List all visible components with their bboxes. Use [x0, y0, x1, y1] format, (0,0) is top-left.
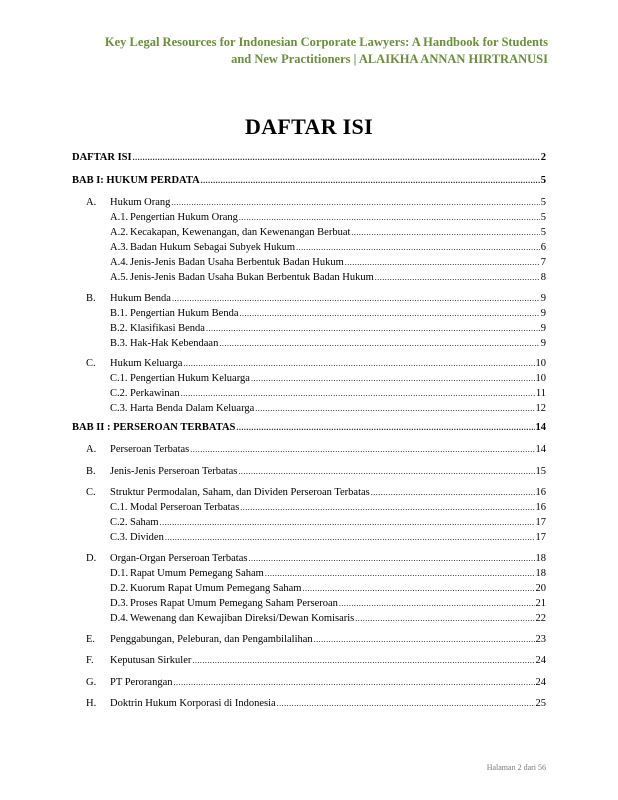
toc-leader: [314, 633, 535, 647]
toc-leader: [181, 387, 535, 401]
toc-marker: C.2.: [110, 388, 128, 399]
toc-leader: [238, 465, 534, 479]
toc-page-number: 9: [540, 293, 546, 304]
toc-leader: [174, 676, 535, 690]
toc-marker: A.3.: [110, 242, 129, 253]
toc-page-number: 22: [535, 613, 546, 624]
toc-leader: [172, 292, 540, 306]
toc-leader: [371, 486, 535, 500]
toc-label: Modal Perseroan Terbatas: [130, 502, 240, 513]
toc-label: Dividen: [130, 532, 164, 543]
toc-page-number: 5: [540, 227, 546, 238]
toc-page-number: 16: [535, 502, 546, 513]
toc-page-number: 10: [535, 358, 546, 369]
toc-label: Keputusan Sirkuler: [110, 655, 192, 666]
toc-page-number: 2: [540, 152, 546, 163]
toc-entry[interactable]: [72, 226, 546, 240]
page-title: DAFTAR ISI: [245, 114, 373, 139]
toc-entry[interactable]: [72, 612, 546, 626]
toc-leader: [133, 151, 540, 165]
running-header: [48, 34, 548, 68]
toc-entry[interactable]: [72, 516, 546, 530]
toc-entry[interactable]: [72, 531, 546, 545]
toc-label: Pengertian Hukum Orang: [130, 212, 238, 223]
toc-leader: [206, 322, 540, 336]
toc-entry[interactable]: [72, 211, 546, 225]
toc-page-number: 14: [535, 444, 546, 455]
toc-leader: [255, 402, 534, 416]
toc-leader: [345, 256, 540, 270]
toc-leader: [183, 357, 534, 371]
toc-entry[interactable]: [72, 697, 546, 711]
toc-entry[interactable]: [72, 443, 546, 457]
toc-label: Kuorum Rapat Umum Pemegang Saham: [130, 583, 302, 594]
toc-leader: [355, 612, 534, 626]
toc-label: Hukum Keluarga: [110, 358, 183, 369]
toc-entry[interactable]: [72, 567, 546, 581]
toc-marker: C.1.: [110, 502, 128, 513]
toc-marker: B.1.: [110, 308, 128, 319]
toc-leader: [160, 516, 535, 530]
toc-leader: [219, 337, 539, 351]
toc-leader: [296, 241, 540, 255]
toc-page-number: 9: [540, 338, 546, 349]
toc-entry[interactable]: [72, 292, 546, 306]
toc-leader: [251, 372, 535, 386]
toc-page-number: 18: [535, 568, 546, 579]
toc-leader: [190, 443, 534, 457]
toc-marker: A.5.: [110, 272, 129, 283]
toc-page-number: 8: [540, 272, 546, 283]
header-line-2: and New Practitioners | ALAIKHA ANNAN HIRTRANUSI: [231, 52, 548, 66]
toc-leader: [165, 531, 535, 545]
toc-page-number: 14: [535, 422, 546, 433]
toc-marker: E.: [86, 634, 96, 645]
toc-label: Hak-Hak Kebendaan: [130, 338, 219, 349]
toc-label: Hukum Orang: [110, 197, 171, 208]
toc-label: Kecakapan, Kewenangan, dan Kewenangan Berbuat: [130, 227, 351, 238]
toc-label: Klasifikasi Benda: [130, 323, 205, 334]
toc-page-number: 18: [535, 553, 546, 564]
toc-entry[interactable]: [72, 372, 546, 386]
toc-page-number: 16: [535, 487, 546, 498]
toc-page-number: 15: [535, 466, 546, 477]
toc-entry[interactable]: [72, 307, 546, 321]
toc-page-number: 10: [535, 373, 546, 384]
toc-leader: [351, 226, 539, 240]
toc-marker: D.: [86, 553, 97, 564]
toc-entry[interactable]: [72, 271, 546, 285]
toc-marker: D.2.: [110, 583, 129, 594]
toc-marker: H.: [86, 698, 97, 709]
toc-label: Pengertian Hukum Benda: [130, 308, 239, 319]
toc-leader: [239, 307, 539, 321]
toc-page-number: 5: [540, 175, 546, 186]
toc-leader: [171, 196, 539, 210]
toc-entry[interactable]: [72, 633, 546, 647]
toc-page-number: 21: [535, 598, 546, 609]
toc-entry[interactable]: [72, 387, 546, 401]
toc-page-number: 24: [535, 655, 546, 666]
toc-entry[interactable]: [72, 552, 546, 566]
toc-entry[interactable]: [72, 241, 546, 255]
toc-marker: B.: [86, 466, 96, 477]
toc-label: Hukum Benda: [110, 293, 171, 304]
toc-entry[interactable]: [72, 486, 546, 500]
toc-entry[interactable]: [72, 402, 546, 416]
toc-entry[interactable]: [72, 465, 546, 479]
toc-label: Badan Hukum Sebagai Subyek Hukum: [130, 242, 296, 253]
toc-leader: [248, 552, 534, 566]
toc-marker: C.3.: [110, 532, 128, 543]
toc-marker: B.3.: [110, 338, 128, 349]
toc-entry[interactable]: [72, 501, 546, 515]
toc-label: DAFTAR ISI: [72, 152, 132, 163]
toc-label: Jenis-Jenis Badan Usaha Berbentuk Badan Hukum: [130, 257, 344, 268]
toc-leader: [265, 567, 535, 581]
toc-label: Doktrin Hukum Korporasi di Indonesia: [110, 698, 276, 709]
toc-entry[interactable]: [72, 151, 546, 165]
toc-page-number: 12: [535, 403, 546, 414]
toc-label: Rapat Umum Pemegang Saham: [130, 568, 264, 579]
toc-marker: D.1.: [110, 568, 129, 579]
toc-leader: [240, 501, 534, 515]
toc-marker: C.2.: [110, 517, 128, 528]
toc-entry[interactable]: [72, 654, 546, 668]
toc-marker: C.1.: [110, 373, 128, 384]
toc-page-number: 24: [535, 677, 546, 688]
toc-page-number: 17: [535, 532, 546, 543]
toc-marker: A.4.: [110, 257, 129, 268]
toc-label: Saham: [130, 517, 159, 528]
toc-marker: A.1.: [110, 212, 129, 223]
toc-marker: D.3.: [110, 598, 129, 609]
toc-marker: C.: [86, 487, 96, 498]
toc-label: BAB I: HUKUM PERDATA: [72, 175, 200, 186]
toc-label: Jenis-Jenis Perseroan Terbatas: [110, 466, 238, 477]
toc-marker: A.: [86, 444, 97, 455]
toc-label: Perkawinan: [130, 388, 180, 399]
toc-entry[interactable]: [72, 582, 546, 596]
toc-page-number: 7: [540, 257, 546, 268]
toc-page-number: 25: [535, 698, 546, 709]
toc-entry[interactable]: [72, 421, 546, 435]
toc-leader: [277, 697, 535, 711]
toc-page-number: 17: [535, 517, 546, 528]
toc-label: Wewenang dan Kewajiban Direksi/Dewan Komisaris: [130, 613, 355, 624]
toc-label: PT Perorangan: [110, 677, 173, 688]
toc-leader: [192, 654, 534, 668]
toc-label: Perseroan Terbatas: [110, 444, 190, 455]
toc-leader: [302, 582, 534, 596]
toc-entry[interactable]: [72, 196, 546, 210]
toc-entry[interactable]: [72, 256, 546, 270]
toc-entry[interactable]: [72, 597, 546, 611]
toc-page-number: 9: [540, 323, 546, 334]
toc-marker: B.2.: [110, 323, 128, 334]
toc-marker: A.2.: [110, 227, 129, 238]
toc-marker: F.: [86, 655, 94, 666]
toc-leader: [339, 597, 535, 611]
toc-label: Pengertian Hukum Keluarga: [130, 373, 250, 384]
toc-marker: A.: [86, 197, 97, 208]
toc-marker: C.3.: [110, 403, 128, 414]
toc-label: Proses Rapat Umum Pemegang Saham Perseroan: [130, 598, 338, 609]
toc-leader: [236, 421, 534, 435]
toc-label: Struktur Permodalan, Saham, dan Dividen Perseroan Terbatas: [110, 487, 370, 498]
toc-label: Penggabungan, Peleburan, dan Pengambilalihan: [110, 634, 313, 645]
toc-page-number: 6: [540, 242, 546, 253]
header-line-1: Key Legal Resources for Indonesian Corporate Lawyers: A Handbook for Students: [104, 35, 548, 49]
page-footer: Halaman 2 dari 56: [486, 763, 546, 772]
toc-label: Jenis-Jenis Badan Usaha Bukan Berbentuk Badan Hukum: [130, 272, 374, 283]
toc-leader: [375, 271, 540, 285]
toc-marker: G.: [86, 677, 97, 688]
toc-page-number: 5: [540, 212, 546, 223]
toc-entry[interactable]: [72, 174, 546, 188]
toc-label: BAB II : PERSEROAN TERBATAS: [72, 422, 236, 433]
toc-page-number: 20: [535, 583, 546, 594]
toc-marker: B.: [86, 293, 96, 304]
toc-label: Organ-Organ Perseroan Terbatas: [110, 553, 248, 564]
toc-page-number: 23: [535, 634, 546, 645]
toc-entry[interactable]: [72, 322, 546, 336]
toc-marker: C.: [86, 358, 96, 369]
toc-label: Harta Benda Dalam Keluarga: [130, 403, 255, 414]
toc-leader: [239, 211, 540, 225]
toc-entry[interactable]: [72, 676, 546, 690]
toc-page-number: 9: [540, 308, 546, 319]
toc-marker: D.4.: [110, 613, 129, 624]
toc-leader: [201, 174, 540, 188]
toc-entry[interactable]: [72, 357, 546, 371]
toc-entry[interactable]: [72, 337, 546, 351]
toc-page-number: 5: [540, 197, 546, 208]
toc-page-number: 11: [535, 388, 546, 399]
